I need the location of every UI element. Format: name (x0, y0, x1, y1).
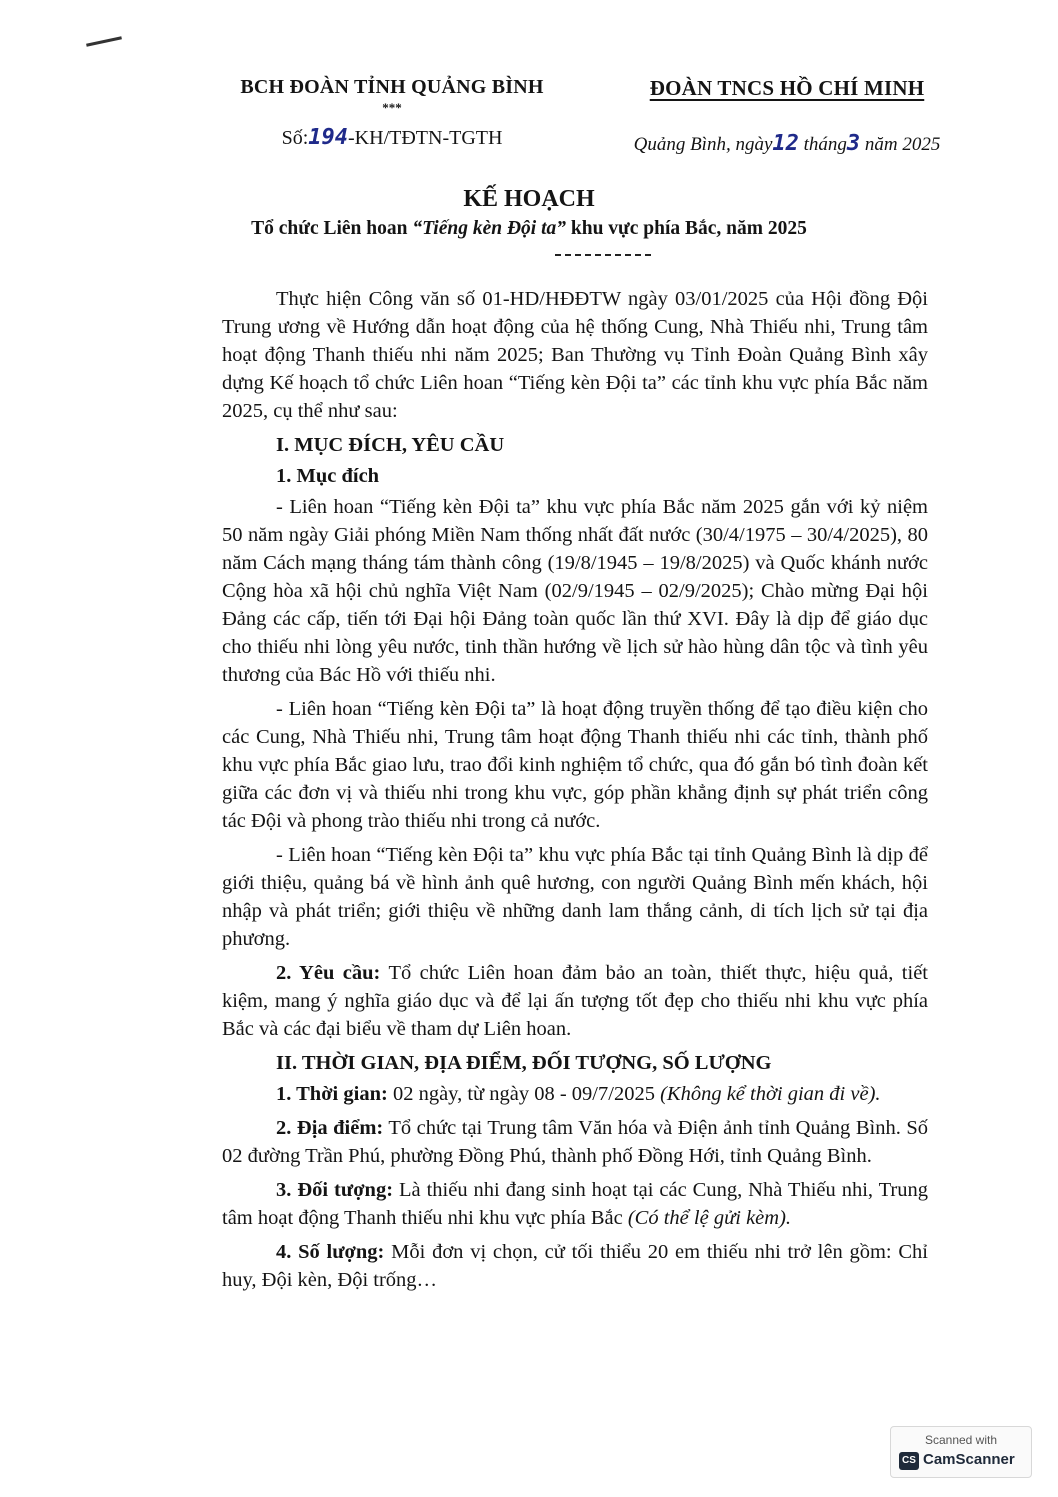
place-paragraph (222, 1114, 928, 1170)
document-title: KẾ HOẠCH (463, 186, 595, 212)
quantity-paragraph (222, 1238, 928, 1294)
target-text: Là thiếu nhi đang sinh hoạt tại các Cung, Nhà Thiếu nhi, Trung tâm hoạt động Thanh thiếu nhi khu vực phía Bắc (222, 1179, 928, 1229)
date-day: 12 (772, 131, 799, 156)
date-month: 3 (846, 131, 861, 156)
watermark-caption: Scanned with (924, 1433, 998, 1447)
subsection-purpose: 1. Mục đích (276, 465, 380, 487)
place-text: Tổ chức tại Trung tâm Văn hóa và Điện ảnh tỉnh Quảng Bình. Số 02 đường Trần Phú, phường Đồng Phú, thành phố Đồng Hới, tỉnh Quảng Bình. (222, 1117, 928, 1167)
requirement-text: Tổ chức Liên hoan đảm bảo an toàn, thiết thực, hiệu quả, tiết kiệm, mang ý nghĩa giáo dục và để lại ấn tượng tốt đẹp cho thiếu nhi khu vực phía Bắc và các đại biểu về tham dự Liên hoan. (222, 962, 928, 1040)
subtitle-pre: Tổ chức Liên hoan (251, 218, 413, 239)
scan-mark (86, 36, 122, 46)
document-subtitle (0, 218, 1058, 240)
docno-prefix: Số: (281, 127, 309, 149)
purpose-paragraph-2: - Liên hoan “Tiếng kèn Đội ta” là hoạt động truyền thống để tạo điều kiện cho các Cung, Nhà Thiếu nhi, Trung tâm hoạt động Thanh thiếu nhi các tỉnh, thành phố khu vực phía Bắc giao lưu, trao đổi kinh nghiệm tổ chức, qua đó gắn bó tình đoàn kết giữa các đơn vị và thiếu nhi trong khu vực, góp phần khẳng định sự phát triển công tác Đội và phong trào thiếu nhi trong cả nước. (222, 698, 928, 832)
issuer-block (212, 76, 572, 150)
scanner-watermark (890, 1426, 1032, 1478)
purpose-paragraph-3: - Liên hoan “Tiếng kèn Đội ta” khu vực phía Bắc tại tỉnh Quảng Bình là dịp để giới thiệu, quảng bá về hình ảnh quê hương, con người Quảng Bình mến khách, hội nhập và phát triển; giới thiệu về những danh lam thắng cảnh, di tích lịch sử tại địa phương. (222, 844, 928, 950)
party-block (612, 76, 962, 156)
section-heading-2: II. THỜI GIAN, ĐỊA ĐIỂM, ĐỐI TƯỢNG, SỐ LƯỢNG (276, 1052, 772, 1074)
quantity-text: Mỗi đơn vị chọn, cử tối thiểu 20 em thiếu nhi trở lên gồm: Chỉ huy, Đội kèn, Đội trống… (222, 1241, 929, 1291)
date-suffix: năm 2025 (864, 134, 941, 155)
document-number (212, 125, 572, 150)
date-mid: tháng (803, 134, 847, 155)
separator-stars: *** (382, 100, 402, 115)
date-line (612, 131, 962, 156)
intro-paragraph: Thực hiện Công văn số 01-HD/HĐĐTW ngày 03/01/2025 của Hội đồng Đội Trung ương về Hướng dẫn hoạt động của hệ thống Cung, Nhà Thiếu nhi, Trung tâm hoạt động Thanh thiếu nhi năm 2025; Ban Thường vụ Tỉnh Đoàn Quảng Bình xây dựng Kế hoạch tổ chức Liên hoan “Tiếng kèn Đội ta” các tỉnh khu vực phía Bắc năm 2025, cụ thể như sau: (222, 288, 928, 422)
time-paragraph (222, 1080, 928, 1108)
time-note: (Không kể thời gian đi về). (660, 1083, 881, 1105)
title-divider (555, 254, 651, 256)
target-note: (Có thể lệ gửi kèm). (627, 1207, 792, 1229)
docno-suffix: -KH/TĐTN-TGTH (348, 127, 503, 149)
union-name: ĐOÀN TNCS HỒ CHÍ MINH (649, 76, 925, 100)
watermark-brand: CamScanner (923, 1451, 1015, 1468)
target-paragraph (222, 1176, 928, 1232)
docno-handwritten: 194 (308, 125, 349, 150)
subtitle-post: khu vực phía Bắc, năm 2025 (566, 218, 807, 239)
target-label: 3. Đối tượng: (276, 1179, 394, 1201)
requirement-paragraph (222, 959, 928, 1043)
place-label: 2. Địa điểm: (276, 1117, 384, 1139)
date-prefix: Quảng Bình, ngày (633, 134, 773, 155)
issuer-name: BCH ĐOÀN TỈNH QUẢNG BÌNH (240, 76, 544, 98)
subtitle-italic: “Tiếng kèn Đội ta” (412, 218, 566, 239)
purpose-paragraph-1: - Liên hoan “Tiếng kèn Đội ta” khu vực phía Bắc năm 2025 gắn với kỷ niệm 50 năm ngày Giải phóng Miền Nam thống nhất đất nước (30/4/1975 – 30/4/2025), 80 năm Cách mạng tháng tám thành công (19/8/1945 – 19/8/2025) và Quốc khánh nước Cộng hòa xã hội chủ nghĩa Việt Nam (02/9/1945 – 02/9/2025); Chào mừng Đại hội Đảng các cấp, tiến tới Đại hội Đảng toàn quốc lần thứ XVI. Đây là dịp để giáo dục cho thiếu nhi lòng yêu nước, tinh thần hướng về lịch sử hào hùng dân tộc và tình yêu thương của Bác Hồ với thiếu nhi. (222, 496, 928, 686)
time-text: 02 ngày, từ ngày 08 - 09/7/2025 (387, 1083, 661, 1105)
section-heading-1: I. MỤC ĐÍCH, YÊU CẦU (276, 434, 505, 456)
camscanner-logo-icon: CS (899, 1452, 919, 1470)
document-body (222, 285, 928, 1300)
requirement-label: 2. Yêu cầu: (276, 962, 381, 984)
time-label: 1. Thời gian: (276, 1083, 388, 1105)
quantity-label: 4. Số lượng: (276, 1241, 385, 1263)
